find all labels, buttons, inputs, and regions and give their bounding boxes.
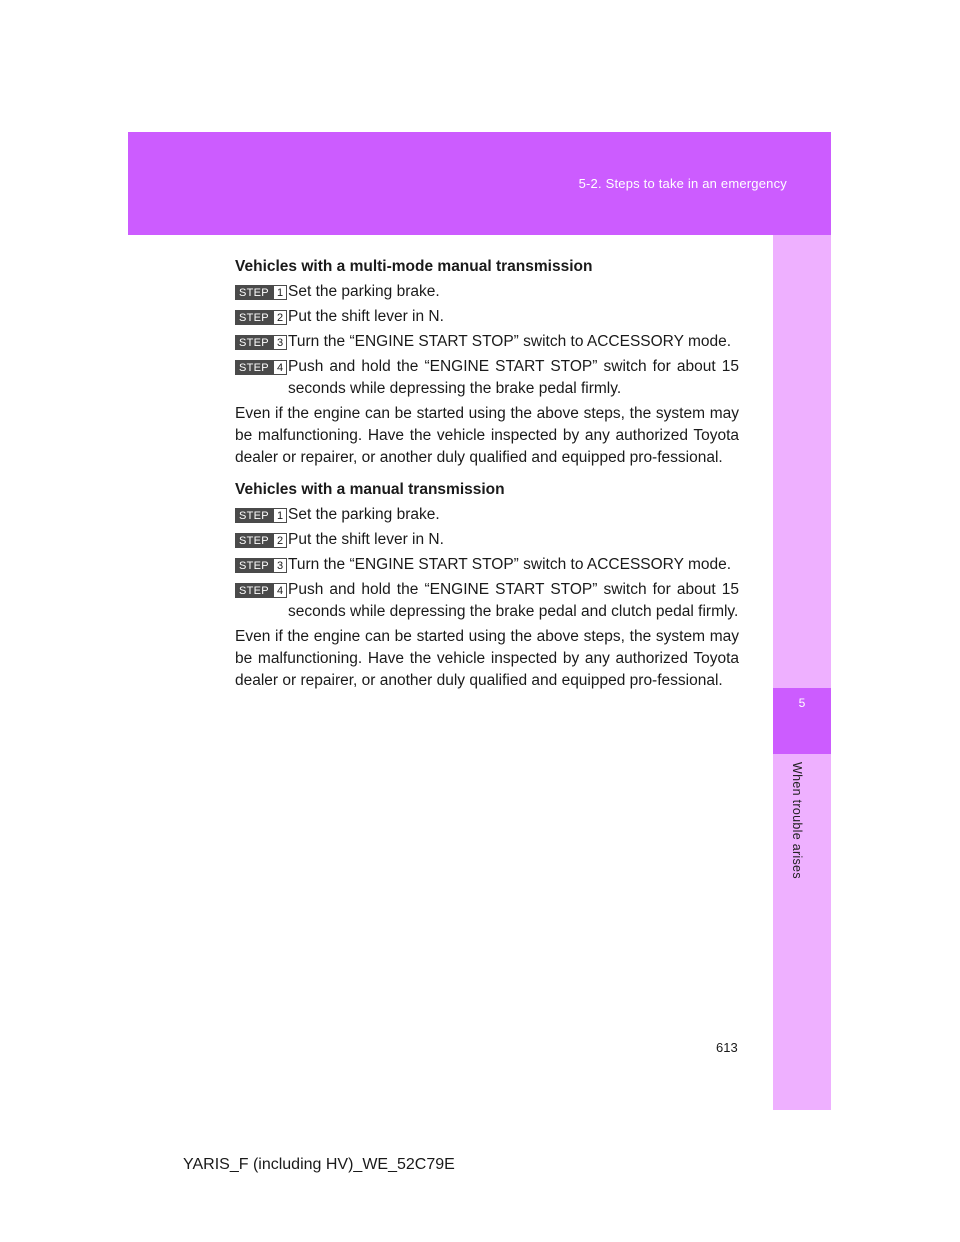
section-title: 5-2. Steps to take in an emergency xyxy=(578,176,787,191)
step-badge: STEP 1 xyxy=(235,285,287,300)
page-content xyxy=(235,256,739,702)
step-badge: STEP 2 xyxy=(235,533,287,548)
step-badge: STEP 3 xyxy=(235,558,287,573)
header-band xyxy=(128,132,831,235)
step-text: Put the shift lever in N. xyxy=(288,531,444,548)
chapter-tab xyxy=(773,688,831,754)
chapter-number: 5 xyxy=(798,696,806,710)
step-text: Turn the “ENGINE START STOP” switch to ACCESSORY mode. xyxy=(288,333,732,350)
step-item xyxy=(235,529,739,551)
step-badge: STEP 4 xyxy=(235,360,287,375)
step-text: Push and hold the “ENGINE START STOP” switch for about 15 seconds while depressing the brake pedal and clutch pedal firmly. xyxy=(288,581,739,620)
step-badge: STEP 3 xyxy=(235,335,287,350)
step-text: Push and hold the “ENGINE START STOP” switch for about 15 seconds while depressing the brake pedal firmly. xyxy=(288,358,739,397)
page-number: 613 xyxy=(716,1040,738,1055)
note-paragraph: Even if the engine can be started using the above steps, the system may be malfunctioning. Have the vehicle inspected by any authorized Toyota dealer or repairer, or another duly qualified and equipped pro-fessional. xyxy=(235,405,739,466)
step-badge: STEP 1 xyxy=(235,508,287,523)
step-item xyxy=(235,281,739,303)
step-badge: STEP 2 xyxy=(235,310,287,325)
step-badge: STEP 4 xyxy=(235,583,287,598)
step-item xyxy=(235,504,739,526)
step-text: Turn the “ENGINE START STOP” switch to ACCESSORY mode. xyxy=(288,556,732,573)
step-item xyxy=(235,356,739,400)
step-text: Set the parking brake. xyxy=(288,506,440,523)
side-tab xyxy=(773,235,831,1110)
step-item xyxy=(235,579,739,623)
section-heading: Vehicles with a multi-mode manual transmission xyxy=(235,258,593,275)
step-item xyxy=(235,306,739,328)
step-text: Put the shift lever in N. xyxy=(288,308,444,325)
note-paragraph: Even if the engine can be started using the above steps, the system may be malfunctioning. Have the vehicle inspected by any authorized Toyota dealer or repairer, or another duly qualified and equipped pro-fessional. xyxy=(235,628,739,689)
chapter-label: When trouble arises xyxy=(790,762,804,879)
step-item xyxy=(235,554,739,576)
step-text: Set the parking brake. xyxy=(288,283,440,300)
section-heading: Vehicles with a manual transmission xyxy=(235,481,505,498)
step-item xyxy=(235,331,739,353)
document-footer: YARIS_F (including HV)_WE_52C79E xyxy=(183,1156,455,1173)
